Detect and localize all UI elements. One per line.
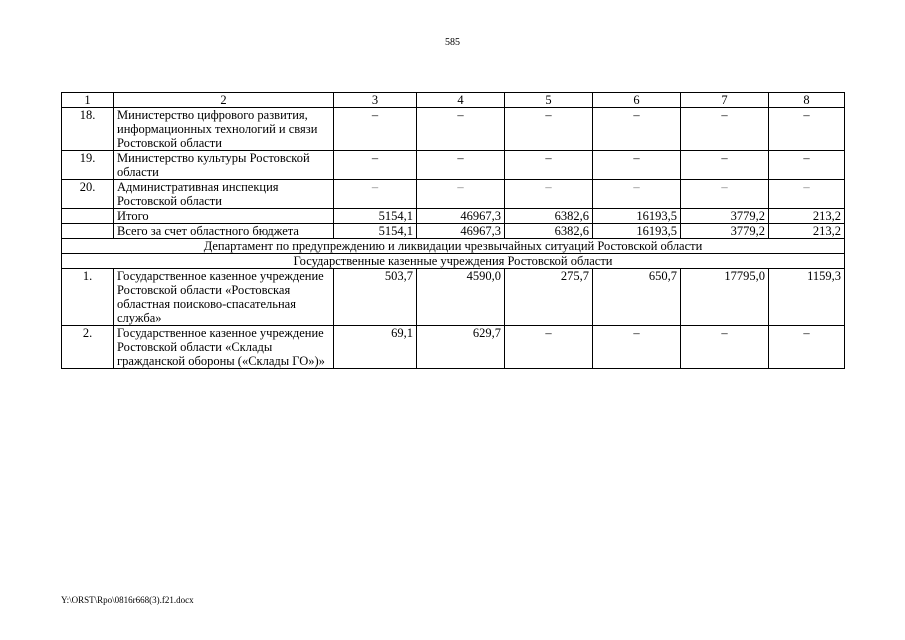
table-row-grand-total xyxy=(62,224,845,239)
value-cell: 5154,1 xyxy=(334,224,417,239)
table-row xyxy=(62,326,845,369)
value-cell: – xyxy=(769,326,845,369)
row-number: 20. xyxy=(62,180,114,209)
table-row xyxy=(62,180,845,209)
value-cell: – xyxy=(505,180,593,209)
value-cell: 275,7 xyxy=(505,269,593,326)
value-cell: – xyxy=(417,108,505,151)
table-row-total xyxy=(62,209,845,224)
table-row xyxy=(62,269,845,326)
value-cell: – xyxy=(505,151,593,180)
value-cell: 650,7 xyxy=(593,269,681,326)
row-name: Министерство культуры Ростовской области xyxy=(114,151,334,180)
header-cell: 2 xyxy=(114,93,334,108)
value-cell: – xyxy=(417,151,505,180)
header-cell: 7 xyxy=(681,93,769,108)
section-row xyxy=(62,254,845,269)
value-cell: 3779,2 xyxy=(681,209,769,224)
table-header-row xyxy=(62,93,845,108)
value-cell: – xyxy=(334,151,417,180)
value-cell: – xyxy=(593,180,681,209)
row-name: Административная инспекция Ростовской области xyxy=(114,180,334,209)
value-cell: 69,1 xyxy=(334,326,417,369)
value-cell: – xyxy=(769,151,845,180)
value-cell: 5154,1 xyxy=(334,209,417,224)
value-cell: 213,2 xyxy=(769,209,845,224)
section-row xyxy=(62,239,845,254)
value-cell: – xyxy=(681,326,769,369)
value-cell: – xyxy=(593,151,681,180)
row-number: 19. xyxy=(62,151,114,180)
value-cell: – xyxy=(769,108,845,151)
footer-file-path: Y:\ORST\Rpo\0816r668(3).f21.docx xyxy=(61,595,194,605)
row-name: Всего за счет областного бюджета xyxy=(114,224,334,239)
row-number: 2. xyxy=(62,326,114,369)
header-cell: 4 xyxy=(417,93,505,108)
row-name: Государственное казенное учреждение Ростовской области «Склады гражданской обороны («Склады ГО»)» xyxy=(114,326,334,369)
value-cell: 6382,6 xyxy=(505,224,593,239)
table-row xyxy=(62,108,845,151)
value-cell: 4590,0 xyxy=(417,269,505,326)
header-cell: 6 xyxy=(593,93,681,108)
row-name: Министерство цифрового развития, информационных технологий и связи Ростовской области xyxy=(114,108,334,151)
value-cell: 6382,6 xyxy=(505,209,593,224)
value-cell: – xyxy=(505,108,593,151)
value-cell: 1159,3 xyxy=(769,269,845,326)
value-cell: – xyxy=(769,180,845,209)
row-name: Государственное казенное учреждение Ростовской области «Ростовская областная поисково-спасательная служба» xyxy=(114,269,334,326)
value-cell: – xyxy=(334,108,417,151)
value-cell: 46967,3 xyxy=(417,224,505,239)
section-heading-department: Департамент по предупреждению и ликвидации чрезвычайных ситуаций Ростовской области xyxy=(62,239,845,254)
page-number: 585 xyxy=(445,37,460,48)
value-cell: 503,7 xyxy=(334,269,417,326)
value-cell: 629,7 xyxy=(417,326,505,369)
value-cell: 17795,0 xyxy=(681,269,769,326)
row-name: Итого xyxy=(114,209,334,224)
value-cell: – xyxy=(681,108,769,151)
row-number: 18. xyxy=(62,108,114,151)
row-number xyxy=(62,224,114,239)
value-cell: – xyxy=(505,326,593,369)
value-cell: – xyxy=(681,151,769,180)
header-cell: 5 xyxy=(505,93,593,108)
section-heading-institutions: Государственные казенные учреждения Ростовской области xyxy=(62,254,845,269)
value-cell: – xyxy=(334,180,417,209)
value-cell: – xyxy=(681,180,769,209)
value-cell: 213,2 xyxy=(769,224,845,239)
value-cell: – xyxy=(417,180,505,209)
value-cell: – xyxy=(593,108,681,151)
table-row xyxy=(62,151,845,180)
value-cell: 16193,5 xyxy=(593,224,681,239)
row-number xyxy=(62,209,114,224)
value-cell: 3779,2 xyxy=(681,224,769,239)
header-cell: 3 xyxy=(334,93,417,108)
value-cell: – xyxy=(593,326,681,369)
row-number: 1. xyxy=(62,269,114,326)
value-cell: 46967,3 xyxy=(417,209,505,224)
header-cell: 8 xyxy=(769,93,845,108)
header-cell: 1 xyxy=(62,93,114,108)
budget-table xyxy=(61,92,845,369)
value-cell: 16193,5 xyxy=(593,209,681,224)
